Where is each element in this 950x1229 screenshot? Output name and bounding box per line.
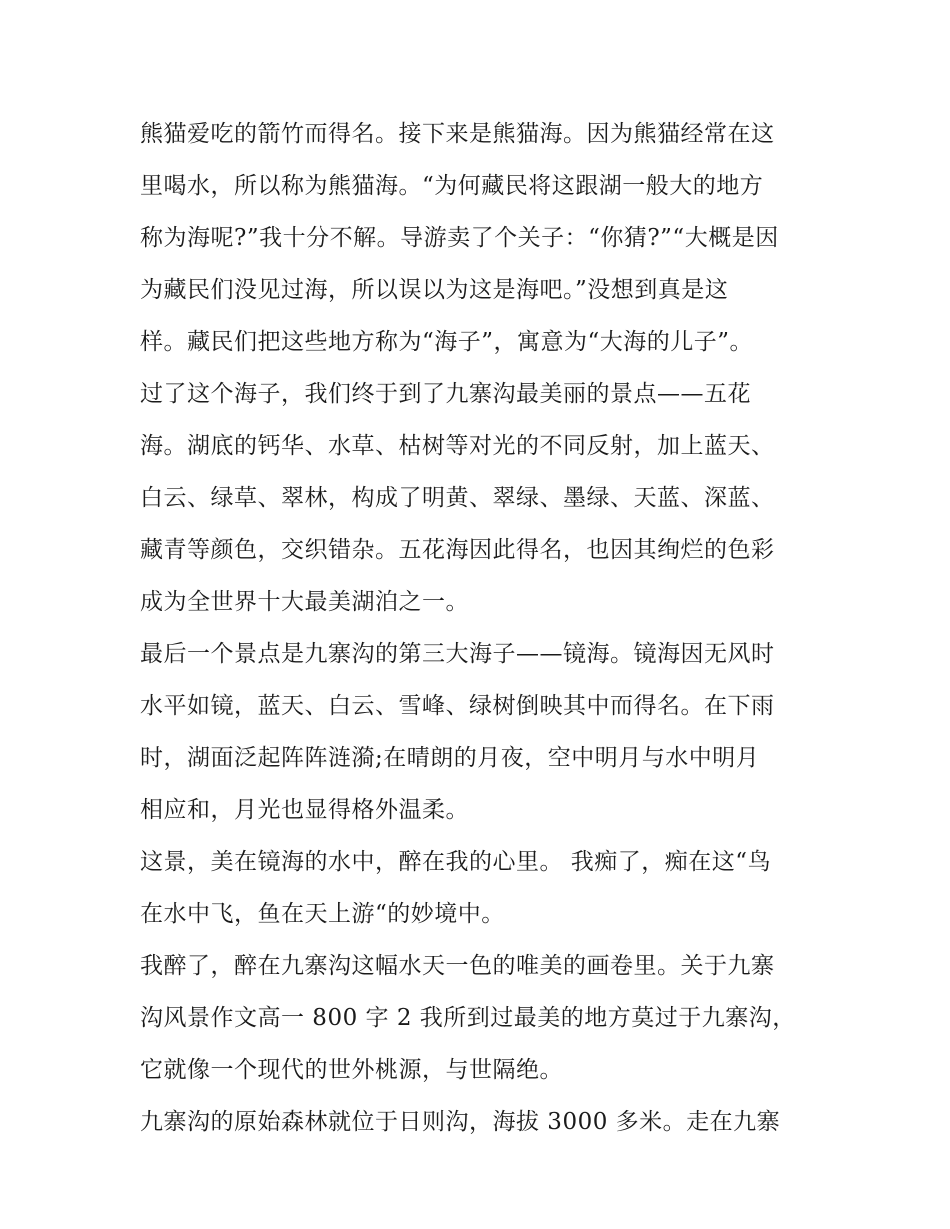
text-line: 为藏民们没见过海，所以误以为这是海吧。”没想到真是这 [140, 277, 729, 303]
text-line: 时，湖面泛起阵阵涟漪;在晴朗的月夜，空中明月与水中明月 [140, 745, 760, 771]
text-line: 我醉了，醉在九寨沟这幅水天一色的唯美的画卷里。关于九寨 [140, 953, 775, 979]
text-line: 水平如镜，蓝天、白云、雪峰、绿树倒映其中而得名。在下雨 [140, 693, 775, 719]
document-body [140, 108, 840, 1148]
text-line: 这景，美在镜海的水中，醉在我的心里。 我痴了，痴在这“鸟 [140, 849, 772, 875]
text-line: 里喝水，所以称为熊猫海。“为何藏民将这跟湖一般大的地方 [140, 173, 764, 199]
text-line: 样。藏民们把这些地方称为“海子”，寓意为“大海的儿子”。 [140, 329, 754, 355]
text-line: 白云、绿草、翠林，构成了明黄、翠绿、墨绿、天蓝、深蓝、 [140, 485, 775, 511]
text-line: 成为全世界十大最美湖泊之一。 [140, 589, 469, 615]
text-line: 熊猫爱吃的箭竹而得名。接下来是熊猫海。因为熊猫经常在这 [140, 121, 775, 147]
text-line: 沟风景作文高一 800 字 2 我所到过最美的地方莫过于九寨沟， [140, 1005, 796, 1031]
text-line: 在水中飞，鱼在天上游“的妙境中。 [140, 901, 505, 927]
text-line: 九寨沟的原始森林就位于日则沟，海拔 3000 多米。走在九寨 [140, 1109, 781, 1135]
text-line: 海。湖底的钙华、水草、枯树等对光的不同反射，加上蓝天、 [140, 433, 775, 459]
text-line: 最后一个景点是九寨沟的第三大海子——镜海。镜海因无风时 [140, 641, 775, 667]
text-line: 称为海呢?”我十分不解。导游卖了个关子：“你猜?”“大概是因 [140, 225, 779, 251]
text-line: 藏青等颜色，交织错杂。五花海因此得名，也因其绚烂的色彩 [140, 537, 775, 563]
text-line: 相应和，月光也显得格外温柔。 [140, 797, 469, 823]
text-line: 它就像一个现代的世外桃源，与世隔绝。 [140, 1057, 563, 1083]
text-line: 过了这个海子，我们终于到了九寨沟最美丽的景点——五花 [140, 381, 751, 407]
